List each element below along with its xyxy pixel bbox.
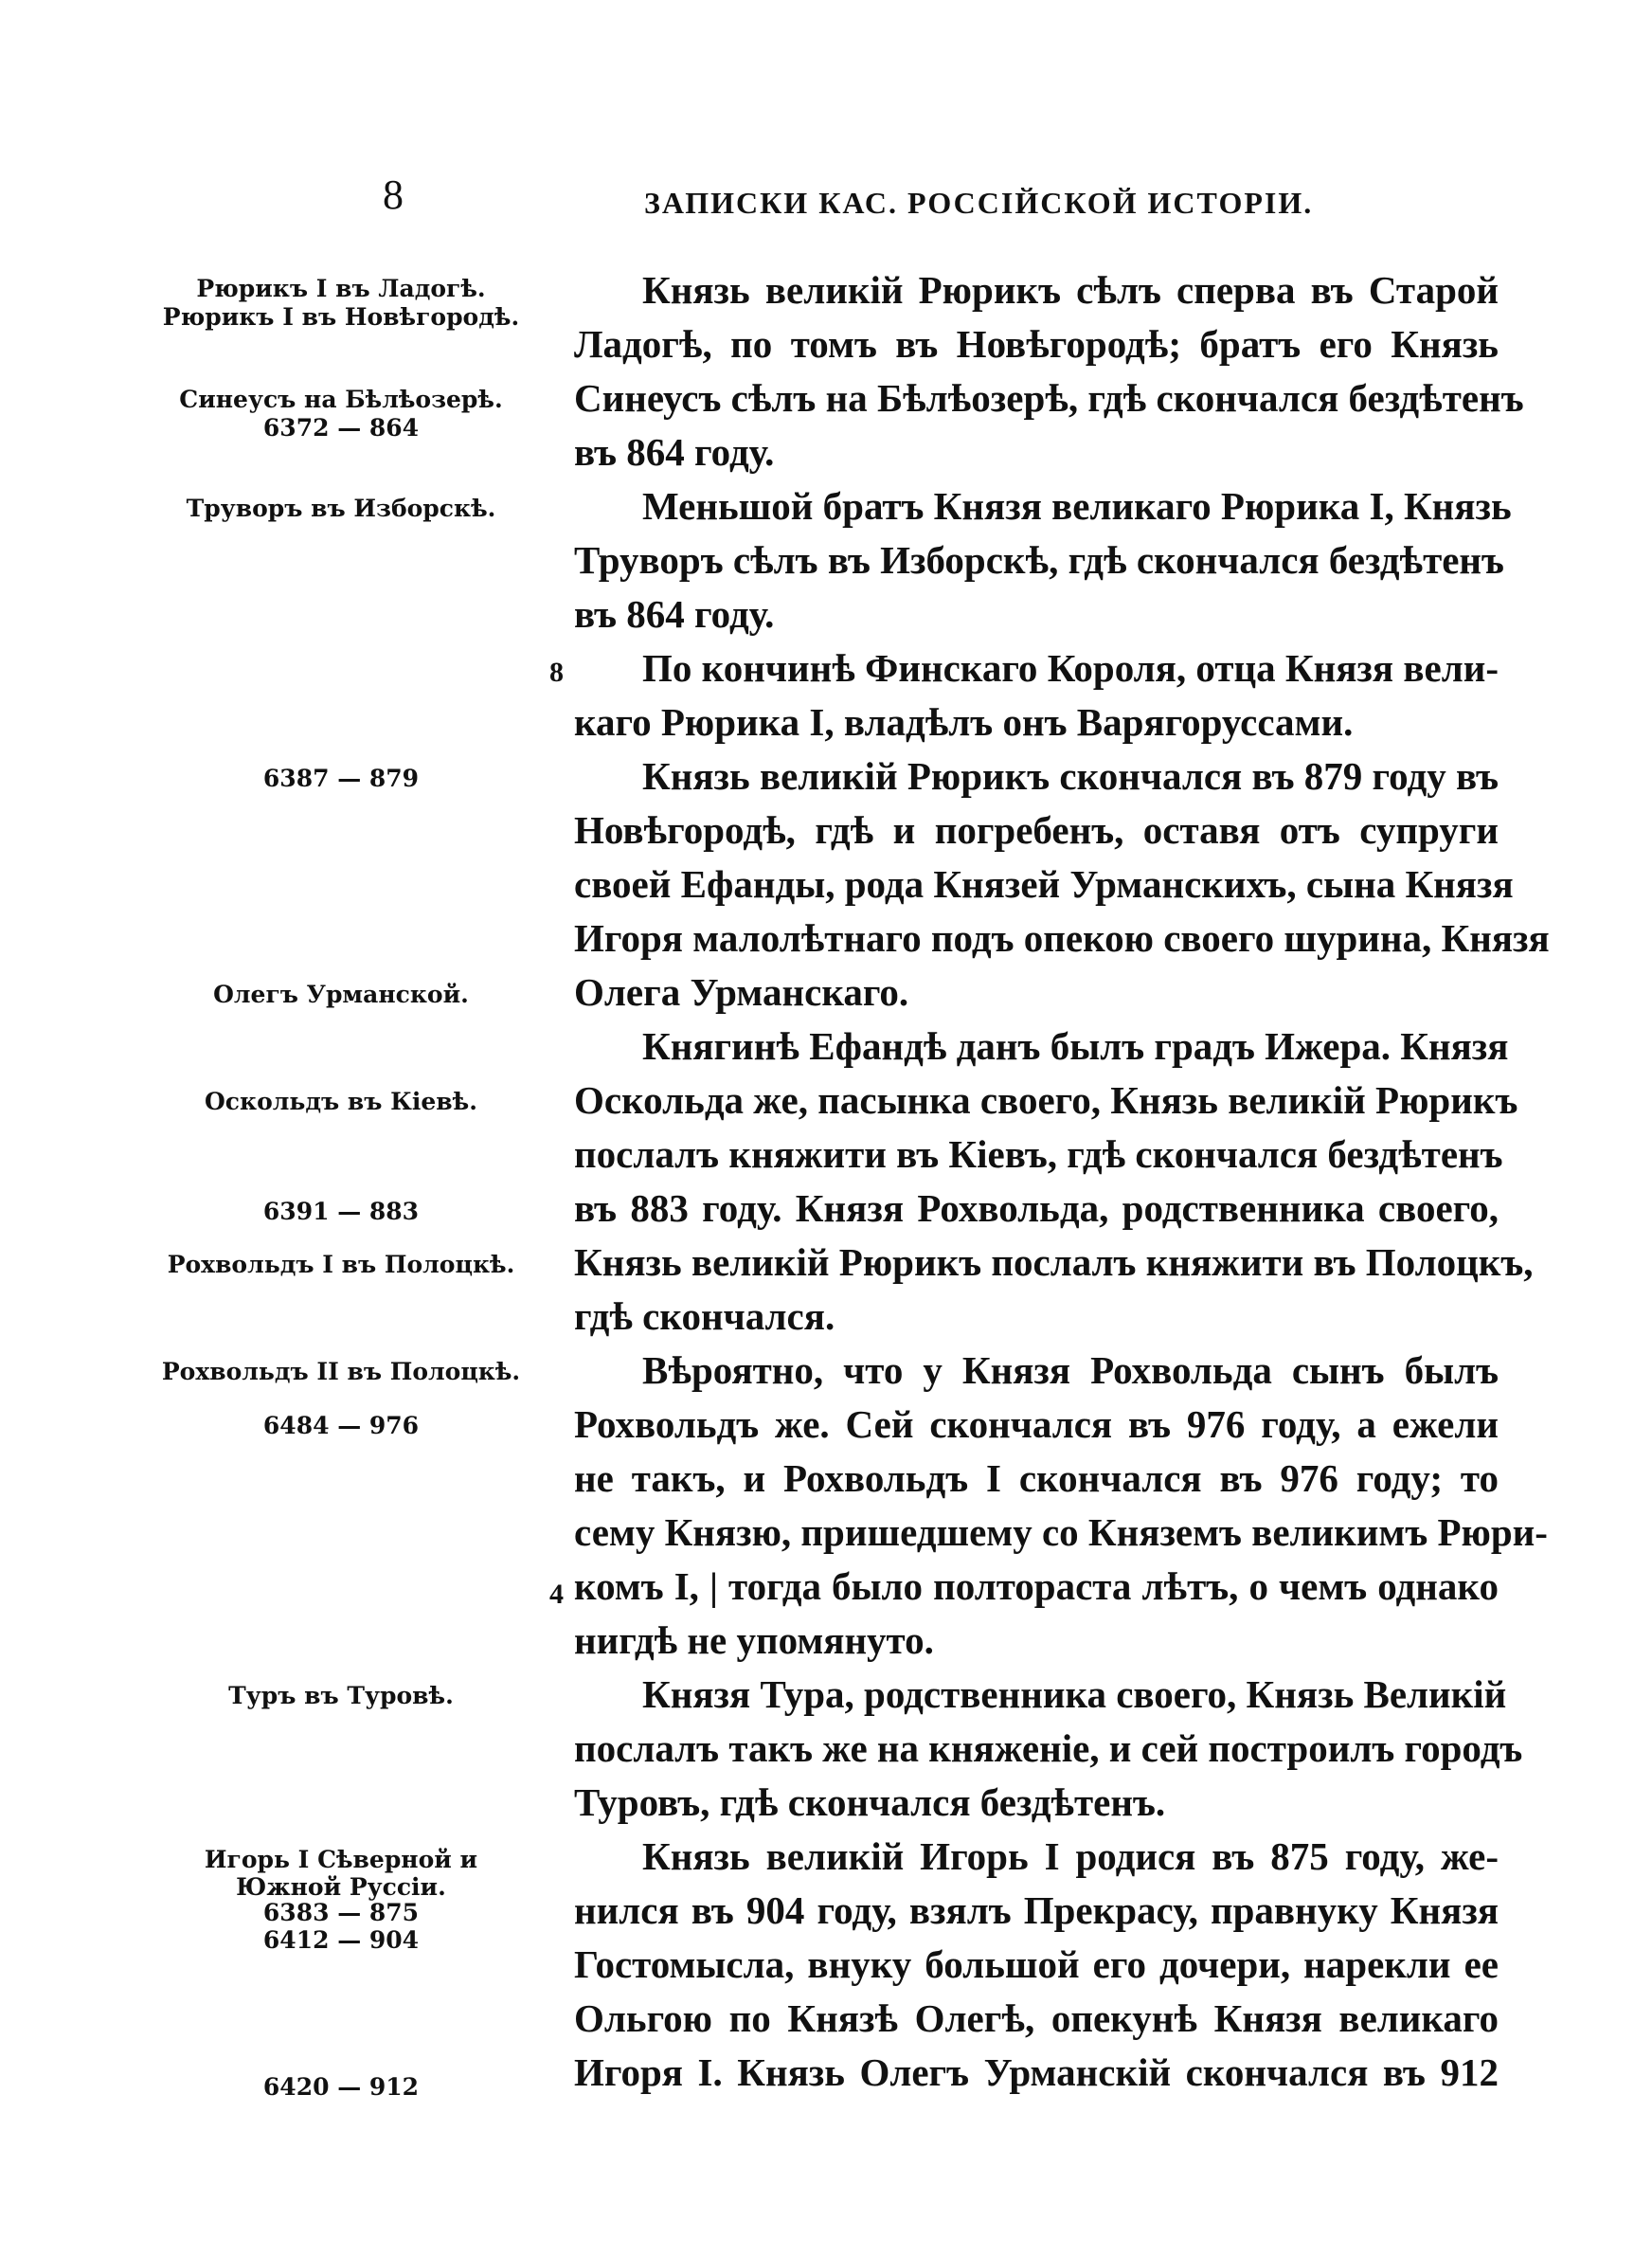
margin-date: 6420 — 912 bbox=[262, 2073, 420, 2101]
text-line: нигдѣ не упомянуто. bbox=[574, 1618, 934, 1662]
text-line: Новѣгородѣ, гдѣ и погребенъ, оставя отъ супруги bbox=[574, 808, 1499, 852]
margin-note: Рюрикъ I въ Новѣгородѣ. bbox=[162, 303, 520, 331]
text-line: Князя Тура, родственника своего, Князь Великій bbox=[642, 1672, 1507, 1716]
margin-note: Рохвольдъ II въ Полоцкѣ. bbox=[161, 1358, 521, 1385]
original-page-ref: 8 bbox=[549, 657, 564, 688]
margin-note: Игорь I Сѣверной и bbox=[204, 1846, 478, 1873]
margin-note: Оскольдъ въ Кіевѣ. bbox=[205, 1088, 477, 1115]
text-line: Синеусъ сѣлъ на Бѣлѣозерѣ, гдѣ скончался бездѣтенъ bbox=[574, 376, 1524, 420]
margin-date: 6391 — 883 bbox=[262, 1198, 420, 1225]
original-page-ref: 4 bbox=[549, 1579, 564, 1610]
margin-note: Туръ въ Туровѣ. bbox=[228, 1682, 454, 1709]
text-line: Князь великій Рюрикъ скончался въ 879 году въ bbox=[642, 754, 1499, 798]
text-line: Ольгою по Князѣ Олегѣ, опекунѣ Князя великаго bbox=[574, 1996, 1499, 2040]
text-line: каго Рюрика I, владѣлъ онъ Варягоруссами. bbox=[574, 700, 1354, 744]
margin-date: 6484 — 976 bbox=[262, 1412, 420, 1439]
text-line: въ 883 году. Князя Рохвольда, родственника своего, bbox=[574, 1186, 1499, 1230]
text-line: Олега Урманскаго. bbox=[574, 970, 909, 1014]
text-line: Ладогѣ, по томъ въ Новѣгородѣ; братъ его Князь bbox=[574, 322, 1499, 366]
text-line: комъ I, | тогда было полтораста лѣтъ, о чемъ однако bbox=[574, 1564, 1499, 1608]
text-line: Вѣроятно, что у Князя Рохвольда сынъ былъ bbox=[642, 1348, 1499, 1392]
margin-note: Синеусъ на Бѣлѣозерѣ. bbox=[179, 386, 503, 413]
text-line: Князь великій Игорь I родися въ 875 году, же- bbox=[642, 1834, 1499, 1878]
text-line: Меньшой братъ Князя великаго Рюрика I, Князь bbox=[642, 484, 1512, 528]
text-line: послалъ такъ же на княженіе, и сей построилъ городъ bbox=[574, 1726, 1523, 1770]
text-line: Князь великій Рюрикъ сѣлъ сперва въ Старой bbox=[642, 268, 1499, 312]
text-line: Игоря малолѣтнаго подъ опекою своего шурина, Князя bbox=[574, 916, 1550, 960]
text-line: Князь великій Рюрикъ послалъ княжити въ Полоцкъ, bbox=[574, 1240, 1534, 1284]
text-line: нился въ 904 году, взялъ Прекрасу, правнуку Князя bbox=[574, 1888, 1499, 1932]
text-line: сему Князю, пришедшему со Княземъ великимъ Рюри- bbox=[574, 1510, 1548, 1554]
margin-date: 6412 — 904 bbox=[262, 1926, 420, 1954]
margin-date: 6387 — 879 bbox=[262, 765, 420, 792]
text-line: По кончинѣ Финскаго Короля, отца Князя вели- bbox=[642, 646, 1499, 690]
text-line: Игоря I. Князь Олегъ Урманскій скончался въ 912 bbox=[574, 2050, 1499, 2094]
text-line: Княгинѣ Ефандѣ данъ былъ градъ Ижера. Князя bbox=[642, 1024, 1509, 1068]
margin-note: Труворъ въ Изборскѣ. bbox=[186, 495, 496, 522]
margin-date: 6383 — 875 bbox=[262, 1899, 420, 1926]
margin-note: Южной Руссіи. bbox=[236, 1873, 446, 1901]
text-line: Гостомысла, внуку большой его дочери, нарекли ее bbox=[574, 1942, 1499, 1986]
text-line: Оскольда же, пасынка своего, Князь великій Рюрикъ bbox=[574, 1078, 1518, 1122]
text-line: Труворъ сѣлъ въ Изборскѣ, гдѣ скончался бездѣтенъ bbox=[574, 538, 1504, 582]
text-line: Рохвольдъ же. Сей скончался въ 976 году, а ежели bbox=[574, 1402, 1499, 1446]
text-line: послалъ княжити въ Кіевъ, гдѣ скончался бездѣтенъ bbox=[574, 1132, 1503, 1176]
page-number: 8 bbox=[383, 172, 404, 218]
margin-note: Рохвольдъ I въ Полоцкѣ. bbox=[167, 1251, 515, 1278]
text-line: своей Ефанды, рода Князей Урманскихъ, сына Князя bbox=[574, 862, 1514, 906]
text-line: гдѣ скончался. bbox=[574, 1294, 835, 1338]
margin-note: Рюрикъ I въ Ладогѣ. bbox=[196, 275, 486, 302]
margin-date: 6372 — 864 bbox=[262, 414, 420, 442]
text-line: не такъ, и Рохвольдъ I скончался въ 976 году; то bbox=[574, 1456, 1499, 1500]
text-line: въ 864 году. bbox=[574, 592, 775, 636]
text-line: Туровъ, гдѣ скончался бездѣтенъ. bbox=[574, 1780, 1166, 1824]
running-head: ЗАПИСКИ КАС. РОССІЙСКОЙ ИСТОРІИ. bbox=[644, 186, 1314, 220]
text-line: въ 864 году. bbox=[574, 430, 775, 474]
margin-note: Олегъ Урманской. bbox=[213, 981, 469, 1008]
